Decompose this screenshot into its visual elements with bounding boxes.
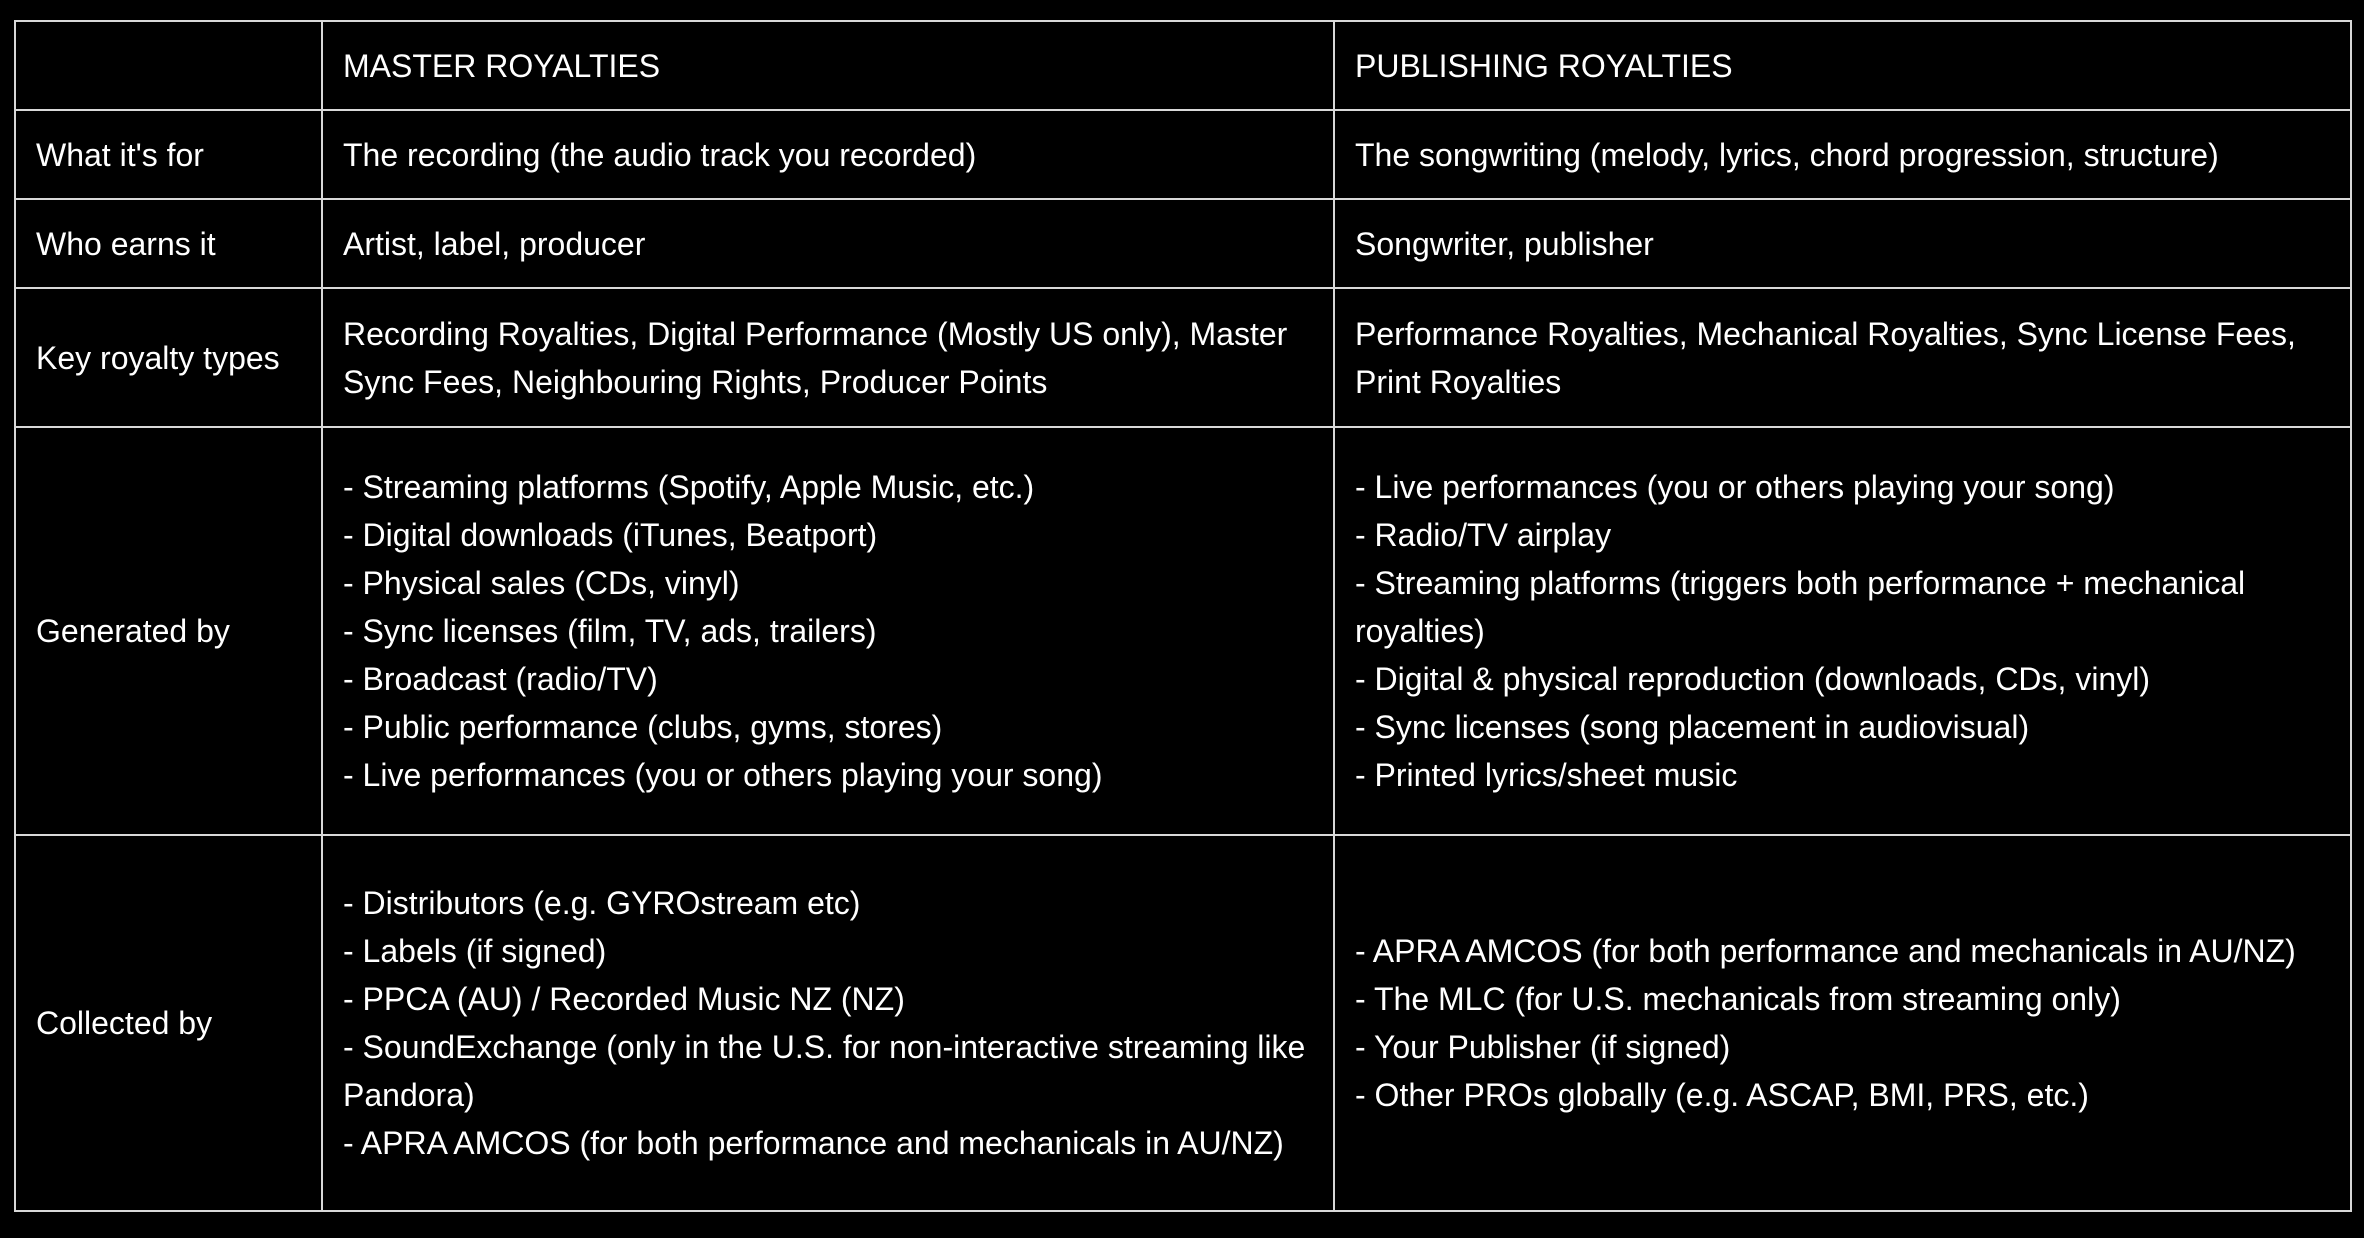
list-item: - APRA AMCOS (for both performance and mechanicals in AU/NZ) — [1355, 933, 2296, 969]
list-item: - PPCA (AU) / Recorded Music NZ (NZ) — [343, 981, 905, 1017]
corner-cell — [15, 21, 322, 110]
master-collected-by — [322, 835, 1334, 1211]
table-header-row — [15, 21, 2351, 110]
list-item: - Other PROs globally (e.g. ASCAP, BMI, PRS, etc.) — [1355, 1077, 2089, 1113]
list-item: - Printed lyrics/sheet music — [1355, 757, 1738, 793]
list-item: - Radio/TV airplay — [1355, 517, 1612, 553]
list-item: - Live performances (you or others playing your song) — [1355, 469, 2115, 505]
row-label-what-its-for: What it's for — [15, 110, 322, 199]
row-label-generated-by: Generated by — [15, 427, 322, 835]
row-label-who-earns-it: Who earns it — [15, 199, 322, 288]
list-item: - Streaming platforms (triggers both performance + mechanical royalties) — [1355, 565, 2246, 649]
master-generated-by — [322, 427, 1334, 835]
publishing-generated-by — [1334, 427, 2351, 835]
table-row — [15, 288, 2351, 427]
list-item: - The MLC (for U.S. mechanicals from streaming only) — [1355, 981, 2121, 1017]
master-royalties-header: MASTER ROYALTIES — [322, 21, 1334, 110]
royalties-comparison-table — [14, 20, 2352, 1212]
publishing-royalties-header: PUBLISHING ROYALTIES — [1334, 21, 2351, 110]
list-item: - Digital downloads (iTunes, Beatport) — [343, 517, 878, 553]
list-item: - Labels (if signed) — [343, 933, 607, 969]
list-item: - SoundExchange (only in the U.S. for non-interactive streaming like Pandora) — [343, 1029, 1306, 1113]
publishing-collected-by — [1334, 835, 2351, 1211]
list-item: - Physical sales (CDs, vinyl) — [343, 565, 740, 601]
list-item: - Public performance (clubs, gyms, stores) — [343, 709, 943, 745]
publishing-what-its-for: The songwriting (melody, lyrics, chord progression, structure) — [1334, 110, 2351, 199]
table-row — [15, 427, 2351, 835]
table-row — [15, 835, 2351, 1211]
master-who-earns-it: Artist, label, producer — [322, 199, 1334, 288]
list-item: - Broadcast (radio/TV) — [343, 661, 658, 697]
list-item: - Sync licenses (film, TV, ads, trailers) — [343, 613, 877, 649]
list-item: - APRA AMCOS (for both performance and mechanicals in AU/NZ) — [343, 1125, 1284, 1161]
master-what-its-for: The recording (the audio track you recorded) — [322, 110, 1334, 199]
publishing-who-earns-it: Songwriter, publisher — [1334, 199, 2351, 288]
list-item: - Live performances (you or others playing your song) — [343, 757, 1103, 793]
publishing-key-royalty-types: Performance Royalties, Mechanical Royalties, Sync License Fees, Print Royalties — [1334, 288, 2351, 427]
list-item: - Digital & physical reproduction (downloads, CDs, vinyl) — [1355, 661, 2150, 697]
row-label-key-royalty-types: Key royalty types — [15, 288, 322, 427]
list-item: - Your Publisher (if signed) — [1355, 1029, 1731, 1065]
list-item: - Distributors (e.g. GYROstream etc) — [343, 885, 861, 921]
table-row — [15, 110, 2351, 199]
master-key-royalty-types: Recording Royalties, Digital Performance (Mostly US only), Master Sync Fees, Neighbouring Rights, Producer Points — [322, 288, 1334, 427]
list-item: - Sync licenses (song placement in audiovisual) — [1355, 709, 2030, 745]
table-row — [15, 199, 2351, 288]
row-label-collected-by: Collected by — [15, 835, 322, 1211]
list-item: - Streaming platforms (Spotify, Apple Music, etc.) — [343, 469, 1035, 505]
